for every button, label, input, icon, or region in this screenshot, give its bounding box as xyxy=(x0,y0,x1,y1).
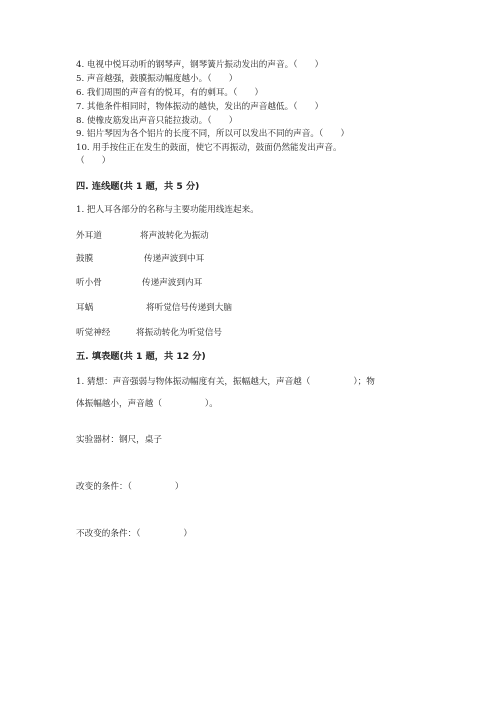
ear-part-label: 听觉神经 xyxy=(76,328,111,338)
judgement-item-10: 10. 用手按住正在发生的鼓面，使它不再振动，鼓面仍然能发出声音。 xyxy=(76,143,342,153)
section5-question-line2: 体振幅越小，声音越（ ）。 xyxy=(76,399,218,409)
ear-part-label: 外耳道 xyxy=(76,231,102,241)
section4-question: 1. 把人耳各部分的名称与主要功能用线连起来。 xyxy=(76,205,259,215)
ear-part-label: 耳蜗 xyxy=(76,303,94,313)
changed-condition-line: 改变的条件：（ ） xyxy=(76,482,184,492)
ear-function-label: 将听觉信号传递到大脑 xyxy=(146,303,232,313)
materials-line: 实验器材：钢尺，桌子 xyxy=(76,435,162,445)
section4-title: 四. 连线题(共 1 题，共 5 分) xyxy=(76,181,200,192)
ear-part-label: 鼓膜 xyxy=(76,254,94,264)
ear-part-label: 听小骨 xyxy=(76,278,102,288)
judgement-item-8: 8. 使橡皮筋发出声音只能拉拨动。（ ） xyxy=(76,116,238,126)
ear-function-label: 将声波转化为振动 xyxy=(140,231,209,241)
unchanged-condition-line: 不改变的条件：（ ） xyxy=(76,529,193,539)
section5-question-line1: 1. 猜想：声音强弱与物体振动幅度有关，振幅越大，声音越（ ）；物 xyxy=(76,377,375,387)
judgement-item-4: 4. 电视中悦耳动听的钢琴声，钢琴簧片振动发出的声音。（ ） xyxy=(76,60,324,70)
judgement-item-9: 9. 铝片琴因为各个铝片的长度不同，所以可以发出不同的声音。（ ） xyxy=(76,129,350,139)
judgement-item-7: 7. 其他条件相同时，物体振动的越快，发出的声音越低。（ ） xyxy=(76,102,324,112)
judgement-item-6: 6. 我们周围的声音有的悦耳，有的刺耳。（ ） xyxy=(76,88,264,98)
ear-function-label: 传递声波到中耳 xyxy=(144,254,205,264)
section5-title: 五. 填表题(共 1 题，共 12 分) xyxy=(76,351,206,362)
ear-function-label: 将振动转化为听觉信号 xyxy=(136,328,222,338)
ear-function-label: 传递声波到内耳 xyxy=(142,278,203,288)
judgement-item-5: 5. 声音越强，鼓膜振动幅度越小。（ ） xyxy=(76,74,238,84)
judgement-item-10-blank: （ ） xyxy=(76,156,111,166)
